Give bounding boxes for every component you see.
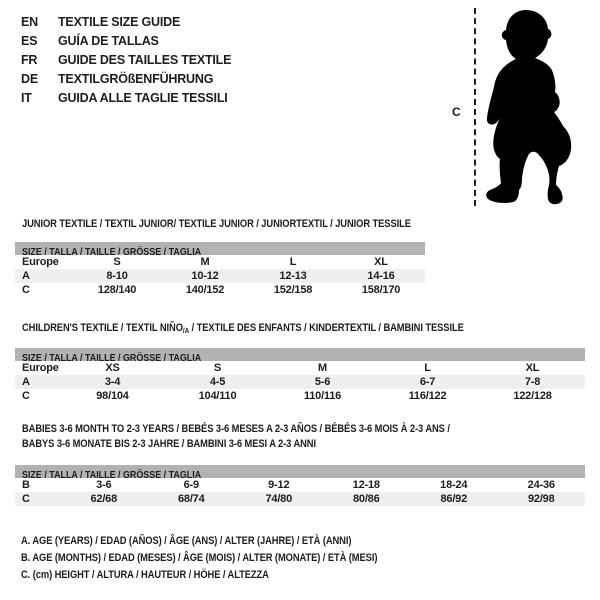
table-title-part: /A xyxy=(182,326,190,335)
table-cell: 12-18 xyxy=(352,479,380,491)
table-cell: 104/110 xyxy=(198,390,237,402)
language-row xyxy=(21,89,231,108)
table-cell: S xyxy=(213,362,222,374)
table-cell: 92/98 xyxy=(527,493,555,505)
footnotes xyxy=(21,533,440,584)
size-table xyxy=(15,218,425,297)
table-cell: 12-13 xyxy=(279,270,307,282)
table-title-line xyxy=(22,322,501,337)
table-cell: 5-6 xyxy=(314,376,331,388)
language-code: IT xyxy=(21,91,32,105)
language-label: GUIDE DES TAILLES TEXTILE xyxy=(58,53,232,67)
row-label: A xyxy=(22,376,30,388)
table-title xyxy=(22,218,425,231)
row-label: C xyxy=(22,493,30,505)
size-header-label: SIZE / TALLA / TAILLE / GRÖSSE / TAGLIA xyxy=(22,469,202,478)
table-cell: 3-4 xyxy=(104,376,121,388)
table-cell: 6-9 xyxy=(183,479,199,491)
table-cell: XS xyxy=(105,362,120,374)
table-title xyxy=(22,322,585,337)
table-row xyxy=(15,375,585,389)
table-cell: 74/80 xyxy=(265,493,293,505)
table-cell: XL xyxy=(374,256,388,268)
table-cell: L xyxy=(289,256,297,268)
language-row xyxy=(21,51,231,70)
table-title-part: CHILDREN'S TEXTILE / TEXTIL NIÑO xyxy=(22,322,183,334)
row-label: A xyxy=(22,270,30,282)
language-code: FR xyxy=(21,53,38,67)
language-code: EN xyxy=(21,15,38,29)
table-cell: 68/74 xyxy=(177,493,205,505)
table-cell: 18-24 xyxy=(440,479,468,491)
size-table xyxy=(15,422,585,506)
table-row xyxy=(15,478,585,492)
table-cell: 98/104 xyxy=(96,390,129,402)
language-label: GUÍA DE TALLAS xyxy=(58,34,159,48)
size-header-label: SIZE / TALLA / TAILLE / GRÖSSE / TAGLIA xyxy=(22,352,202,361)
table-cell: 86/92 xyxy=(440,493,468,505)
language-row xyxy=(21,32,231,51)
table-cell: M xyxy=(200,256,210,268)
table-cell: 3-6 xyxy=(96,479,112,491)
row-label: B xyxy=(22,479,30,491)
table-row xyxy=(15,492,585,506)
size-header-label: SIZE / TALLA / TAILLE / GRÖSSE / TAGLIA xyxy=(22,246,202,255)
table-cell: 7-8 xyxy=(524,376,541,388)
table-title-part: JUNIOR TEXTILE / TEXTIL JUNIOR/ TEXTILE JUNIOR / JUNIORTEXTIL / JUNIOR TESSILE xyxy=(22,218,411,230)
language-code: ES xyxy=(21,34,38,48)
footnote-line: B. AGE (MONTHS) / EDAD (MESES) / ÂGE (MOIS) / ALTER (MONATE) / ETÀ (MESI) xyxy=(21,552,378,564)
table-row xyxy=(15,389,585,403)
table-title-line xyxy=(22,218,411,231)
table-row xyxy=(15,361,585,375)
table-row xyxy=(15,283,425,297)
row-label: Europe xyxy=(22,362,59,374)
table-cell: 8-10 xyxy=(106,270,128,282)
size-header-bar xyxy=(15,465,585,478)
size-table xyxy=(15,322,585,403)
row-label: Europe xyxy=(22,256,59,268)
language-label: TEXTILGRÖßENFÜHRUNG xyxy=(58,72,214,86)
table-cell: 122/128 xyxy=(513,390,552,402)
table-cell: 80/86 xyxy=(352,493,380,505)
table-title xyxy=(22,422,585,451)
table-cell: 128/140 xyxy=(97,284,137,296)
language-label: GUIDA ALLE TAGLIE TESSILI xyxy=(58,91,228,105)
language-code: DE xyxy=(21,72,38,86)
table-cell: XL xyxy=(525,362,540,374)
table-cell: 152/158 xyxy=(273,284,313,296)
table-cell: 24-36 xyxy=(527,479,555,491)
height-measure-dashed-line xyxy=(474,8,476,206)
table-cell: 140/152 xyxy=(185,284,225,296)
table-cell: 9-12 xyxy=(268,479,290,491)
size-header-bar xyxy=(15,242,425,255)
language-list xyxy=(21,13,231,108)
language-row xyxy=(21,13,231,32)
table-cell: 4-5 xyxy=(209,376,226,388)
table-cell: 110/116 xyxy=(303,390,342,402)
row-label: C xyxy=(22,284,30,296)
table-cell: 6-7 xyxy=(419,376,436,388)
table-row xyxy=(15,255,425,269)
footnote-line: C. (cm) HEIGHT / ALTURA / HAUTEUR / HÖHE / ALTEZZA xyxy=(21,569,269,581)
toddler-silhouette-icon xyxy=(480,8,575,208)
table-cell: S xyxy=(113,256,121,268)
table-title-part: / TEXTILE DES ENFANTS / KINDERTEXTIL / BAMBINI TESSILE xyxy=(189,322,464,334)
table-title-line xyxy=(22,422,501,437)
table-cell: 158/170 xyxy=(361,284,401,296)
footnote-line: A. AGE (YEARS) / EDAD (AÑOS) / ÂGE (ANS) / ALTER (JAHRE) / ETÀ (ANNI) xyxy=(21,535,352,547)
table-row xyxy=(15,269,425,283)
table-cell: L xyxy=(424,362,431,374)
language-row xyxy=(21,70,231,89)
table-title-line xyxy=(22,437,501,452)
table-cell: M xyxy=(318,362,327,374)
language-label: TEXTILE SIZE GUIDE xyxy=(58,15,181,29)
row-label: C xyxy=(22,390,30,402)
table-title-part: BABYS 3-6 MONATE BIS 2-3 JAHRE / BAMBINI 3-6 MESI A 2-3 ANNI xyxy=(22,437,316,450)
height-measure-label: C xyxy=(452,105,461,119)
table-cell: 10-12 xyxy=(191,270,219,282)
table-cell: 14-16 xyxy=(367,270,395,282)
table-title-part: BABIES 3-6 MONTH TO 2-3 YEARS / BEBÉS 3-6 MESES A 2-3 AÑOS / BÉBÉS 3-6 MOIS À 2-3 ANS / xyxy=(22,423,450,435)
size-header-bar xyxy=(15,348,585,361)
table-cell: 62/68 xyxy=(90,493,118,505)
table-cell: 116/122 xyxy=(408,390,447,402)
